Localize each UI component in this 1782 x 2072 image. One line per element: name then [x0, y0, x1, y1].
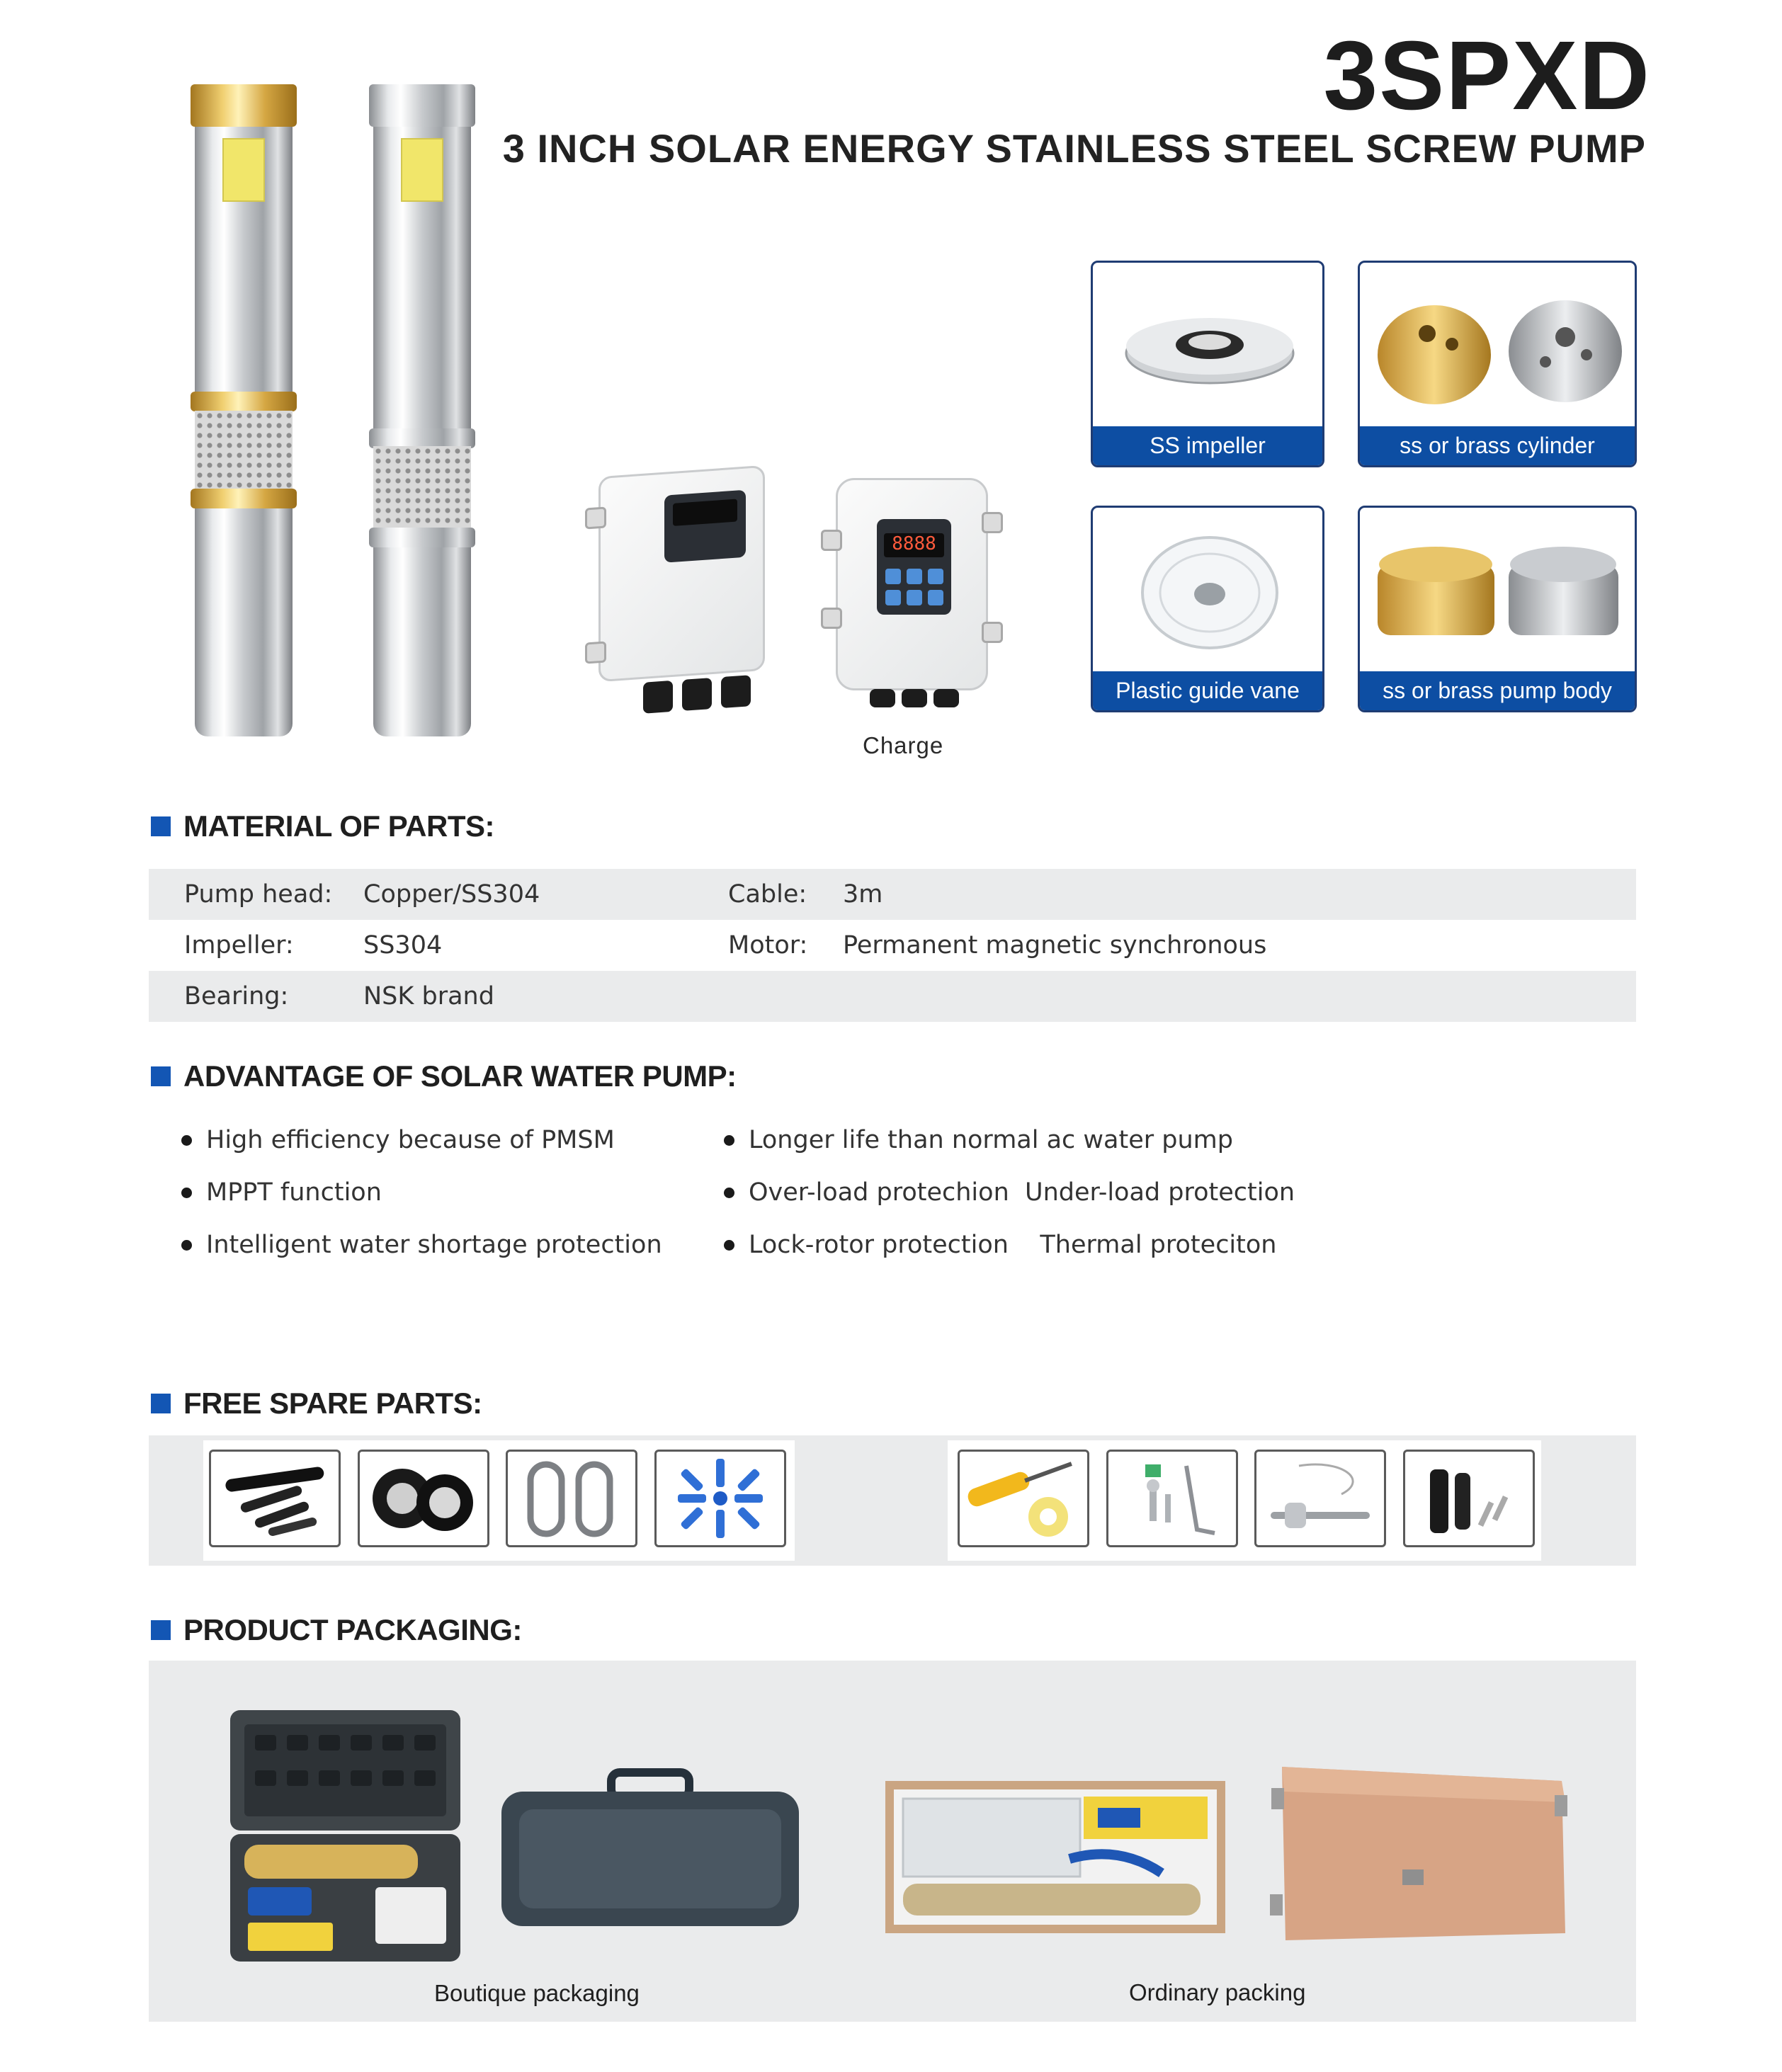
- controller-panel: [877, 519, 951, 615]
- material-key: Cable:: [728, 880, 807, 909]
- warning-label: [222, 138, 266, 202]
- part-card-pump-body: [1358, 506, 1637, 712]
- part-card-ss-impeller: [1091, 261, 1324, 467]
- pump-head-cap: [369, 84, 475, 127]
- boutique-case-closed-image: [498, 1767, 802, 1930]
- cable-gland: [902, 689, 927, 707]
- controller-panel: [664, 490, 746, 563]
- solar-controller-front: [836, 478, 988, 690]
- mounting-ear: [821, 608, 842, 629]
- section-advantage-heading: [151, 1059, 737, 1093]
- mounting-ear: [982, 622, 1003, 643]
- bullet-dot-icon: [724, 1240, 734, 1251]
- controller-buttons: [885, 590, 943, 605]
- solar-controller-angled: [598, 465, 765, 682]
- material-key: Pump head:: [184, 880, 333, 909]
- mounting-ear: [821, 530, 842, 551]
- boutique-case-open-image: [227, 1707, 464, 1965]
- table-row: [149, 869, 1636, 920]
- section-bullet-square: [151, 1066, 171, 1086]
- heat-shrink-icon: [209, 1450, 341, 1547]
- fuse-hex-key-icon: [1106, 1450, 1238, 1547]
- advantage-item: Lock-rotor protection Thermal proteciton: [724, 1231, 1276, 1259]
- advantage-item: High efficiency because of PMSM: [181, 1126, 615, 1154]
- section-spare-heading: [151, 1387, 482, 1421]
- pump-body-image: [1360, 508, 1635, 671]
- bullet-dot-icon: [181, 1240, 192, 1251]
- mounting-ear: [982, 512, 1003, 533]
- part-card-cylinder: [1358, 261, 1637, 467]
- controller-display: [673, 499, 737, 526]
- pump-inlet-mesh: [195, 411, 293, 489]
- section-bullet-square: [151, 816, 171, 836]
- pump-ring-lower: [191, 489, 297, 508]
- controller-caption: Charge: [863, 732, 944, 758]
- part-caption: ss or brass cylinder: [1360, 426, 1635, 465]
- pump-inlet-mesh: [373, 446, 471, 531]
- warning-label: [401, 138, 444, 202]
- section-bullet-square: [151, 1620, 171, 1640]
- part-card-guide-vane: [1091, 506, 1324, 712]
- screwdriver-tape-icon: [958, 1450, 1089, 1547]
- ordinary-box-open-image: [885, 1781, 1225, 1933]
- pump-ring-upper: [369, 428, 475, 448]
- bullet-dot-icon: [181, 1188, 192, 1198]
- material-value: Permanent magnetic synchronous: [843, 931, 1267, 960]
- cylinder-image: [1360, 263, 1635, 426]
- pump-ring-upper: [191, 392, 297, 411]
- pump-head-cap: [191, 84, 297, 127]
- pump-steel-head: [373, 89, 471, 736]
- cable-gland: [933, 689, 959, 707]
- material-key: Motor:: [728, 931, 808, 960]
- bullet-dot-icon: [181, 1135, 192, 1146]
- section-material-heading: [151, 809, 494, 843]
- section-title: MATERIAL OF PARTS:: [183, 809, 494, 843]
- wire-terminals-icon: [654, 1450, 786, 1547]
- guide-vane-image: [1093, 508, 1322, 671]
- material-key: Impeller:: [184, 931, 294, 960]
- mounting-ear: [585, 641, 606, 664]
- pump-brass-head: [195, 89, 293, 736]
- material-key: Bearing:: [184, 982, 289, 1011]
- insulating-tape-icon: [358, 1450, 489, 1547]
- controller-display: 8888: [884, 533, 944, 557]
- boutique-caption: Boutique packaging: [434, 1980, 640, 2006]
- section-title: ADVANTAGE OF SOLAR WATER PUMP:: [183, 1059, 737, 1093]
- bullet-dot-icon: [724, 1188, 734, 1198]
- section-bullet-square: [151, 1394, 171, 1413]
- model-title: 3SPXD: [1323, 21, 1651, 130]
- mounting-ear: [585, 506, 606, 529]
- material-table: [149, 869, 1636, 1022]
- bullet-dot-icon: [724, 1135, 734, 1146]
- part-caption: Plastic guide vane: [1093, 671, 1322, 710]
- ordinary-caption: Ordinary packing: [1129, 1979, 1306, 2005]
- cable-gland: [682, 678, 712, 711]
- impeller-image: [1093, 263, 1322, 426]
- part-caption: ss or brass pump body: [1360, 671, 1635, 710]
- material-value: Copper/SS304: [363, 880, 540, 909]
- carabiner-icon: [506, 1450, 637, 1547]
- controller-buttons: [885, 569, 943, 584]
- float-switch-icon: [1254, 1450, 1386, 1547]
- table-row: [149, 971, 1636, 1022]
- section-title: PRODUCT PACKAGING:: [183, 1613, 522, 1646]
- cable-gland: [643, 681, 673, 714]
- advantage-item: Longer life than normal ac water pump: [724, 1126, 1233, 1154]
- cable-gland: [870, 689, 895, 707]
- advantage-item: Intelligent water shortage protection: [181, 1231, 662, 1259]
- section-packaging-heading: [151, 1613, 522, 1647]
- material-value: SS304: [363, 931, 443, 960]
- material-value: NSK brand: [363, 982, 494, 1011]
- advantage-item: MPPT function: [181, 1178, 382, 1207]
- material-value: 3m: [843, 880, 883, 909]
- advantage-item: Over-load protechion Under-load protection: [724, 1178, 1295, 1207]
- solar-connector-icon: [1403, 1450, 1535, 1547]
- product-subtitle: 3 INCH SOLAR ENERGY STAINLESS STEEL SCREW PUMP: [502, 126, 1646, 171]
- table-row: [149, 920, 1636, 971]
- ordinary-box-closed-image: [1264, 1760, 1579, 1954]
- part-caption: SS impeller: [1093, 426, 1322, 465]
- pump-ring-lower: [369, 528, 475, 547]
- cable-gland: [721, 675, 751, 708]
- section-title: FREE SPARE PARTS:: [183, 1387, 482, 1420]
